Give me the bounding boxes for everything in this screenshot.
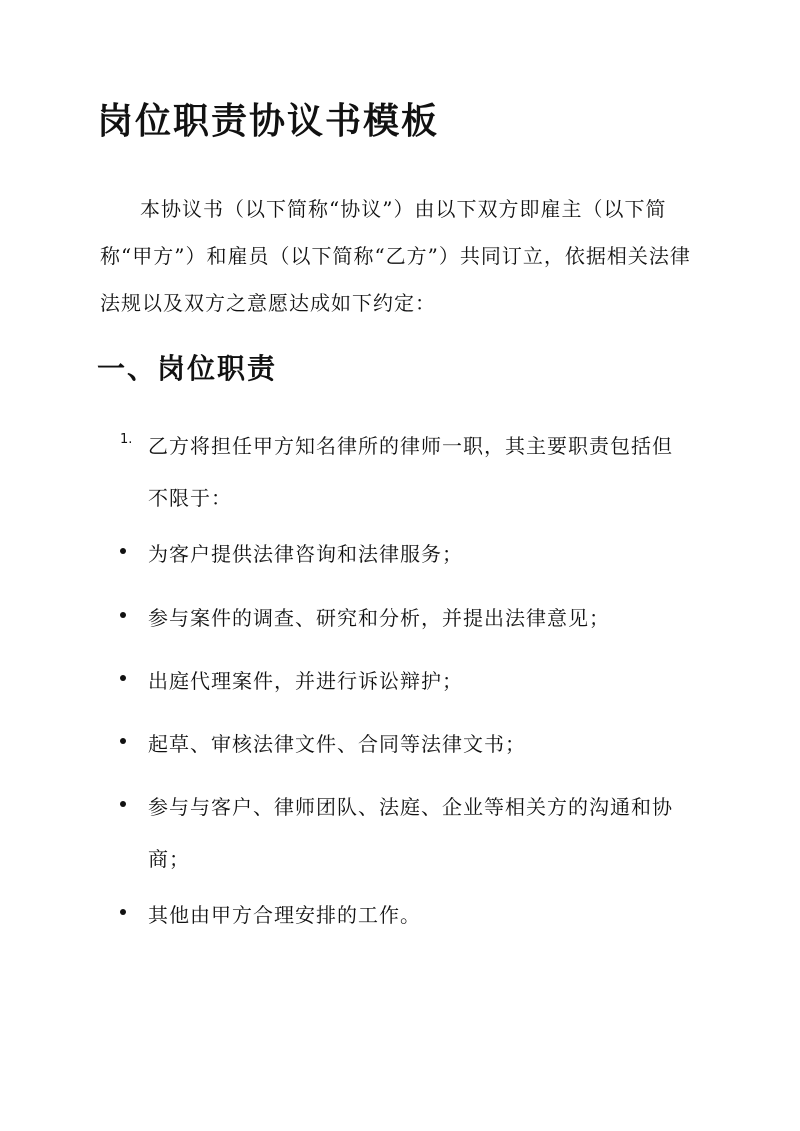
bullet-item-text: 出庭代理案件，并进行诉讼辩护； (148, 669, 463, 693)
section-heading-duties: 一、岗位职责 (97, 352, 278, 385)
intro-paragraph: 本协议书（以下简称“协议”）由以下双方即雇主（以下简称“甲方”）和雇员（以下简称“乙方”）共同订立，依据相关法律法规以及双方之意愿达成如下约定： (100, 197, 691, 315)
bullet-icon (120, 909, 126, 915)
document-title: 岗位职责协议书模板 (97, 100, 440, 142)
list-number: 1. (120, 432, 133, 447)
bullet-item-text: 其他由甲方合理安排的工作。 (148, 903, 421, 927)
bullet-item-text: 起草、审核法律文件、合同等法律文书； (148, 732, 526, 756)
bullet-icon (120, 612, 126, 618)
numbered-item-text: 乙方将担任甲方知名律所的律师一职，其主要职责包括但不限于： (148, 434, 673, 510)
bullet-item-text: 为客户提供法律咨询和法律服务； (148, 542, 463, 566)
bullet-item-text: 参与案件的调查、研究和分析，并提出法律意见； (148, 606, 610, 630)
bullet-icon (120, 675, 126, 681)
bullet-icon (120, 738, 126, 744)
bullet-icon (120, 801, 126, 807)
bullet-icon (120, 548, 126, 554)
bullet-item-text: 参与与客户、律师团队、法庭、企业等相关方的沟通和协商； (148, 795, 673, 871)
